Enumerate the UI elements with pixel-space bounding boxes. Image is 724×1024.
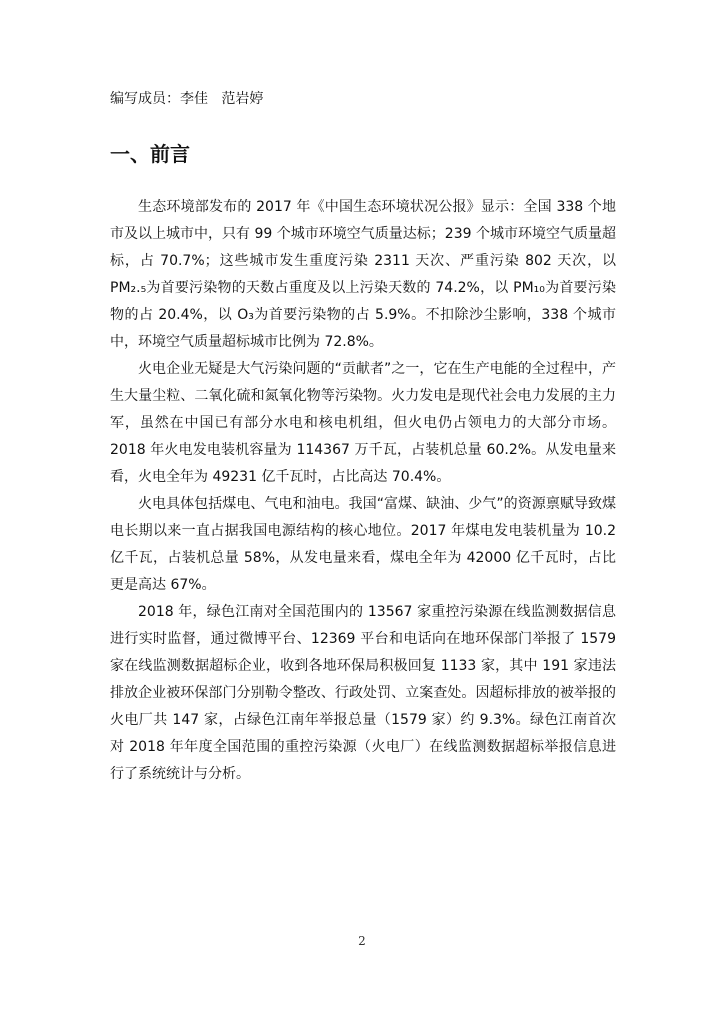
- authors-line: 编写成员：李佳 范岩婷: [110, 91, 264, 107]
- page-number: 2: [358, 934, 366, 948]
- paragraph-air-quality: 生态环境部发布的 2017 年《中国生态环境状况公报》显示：全国 338 个地市及以上城市中，只有 99 个城市环境空气质量达标；239 个城市环境空气质量超标，占 70.7%；这些城市发生重度污染 2311 天次、严重污染 802 天次，以 PM₂.₅为首要污染物的天数占重度及以上污染天数的 74.2%，以 PM₁₀为首要污染物的占 20.4%，以 O₃为首要污染物的占 5.9%。不扣除沙尘影响，338 个城市中，环境空气质量超标城市比例为 72.8%。: [110, 199, 616, 350]
- paragraph-thermal-power: 火电企业无疑是大气污染问题的“贡献者”之一，它在生产电能的全过程中，产生大量尘粒、二氧化硫和氮氧化物等污染物。火力发电是现代社会电力发展的主力军，虽然在中国已有部分水电和核电机组，但火电仍占领电力的大部分市场。2018 年火电发电装机容量为 114367 万千瓦，占装机总量 60.2%。从发电量来看，火电全年为 49231 亿千瓦时，占比高达 70.4%。: [110, 361, 616, 485]
- section-heading: 一、前言: [110, 142, 190, 166]
- paragraph-green-jiangnan: 2018 年，绿色江南对全国范围内的 13567 家重控污染源在线监测数据信息进行实时监督，通过微博平台、12369 平台和电话向在地环保部门举报了 1579 家在线监测数据超标企业，收到各地环保局积极回复 1133 家，其中 191 家违法排放企业被环保部门分别勒令整改、行政处罚、立案查处。因超标排放的被举报的火电厂共 147 家，占绿色江南年举报总量（1579 家）约 9.3%。绿色江南首次对 2018 年年度全国范围的重控污染源（火电厂）在线监测数据超标举报信息进行了系统统计与分析。: [110, 604, 616, 782]
- paragraph-coal-power: 火电具体包括煤电、气电和油电。我国“富煤、缺油、少气”的资源禀赋导致煤电长期以来一直占据我国电源结构的核心地位。2017 年煤电发电装机量为 10.2 亿千瓦，占装机总量 58%，从发电量来看，煤电全年为 42000 亿千瓦时，占比更是高达 67%。: [110, 496, 616, 593]
- body-text: [110, 194, 616, 788]
